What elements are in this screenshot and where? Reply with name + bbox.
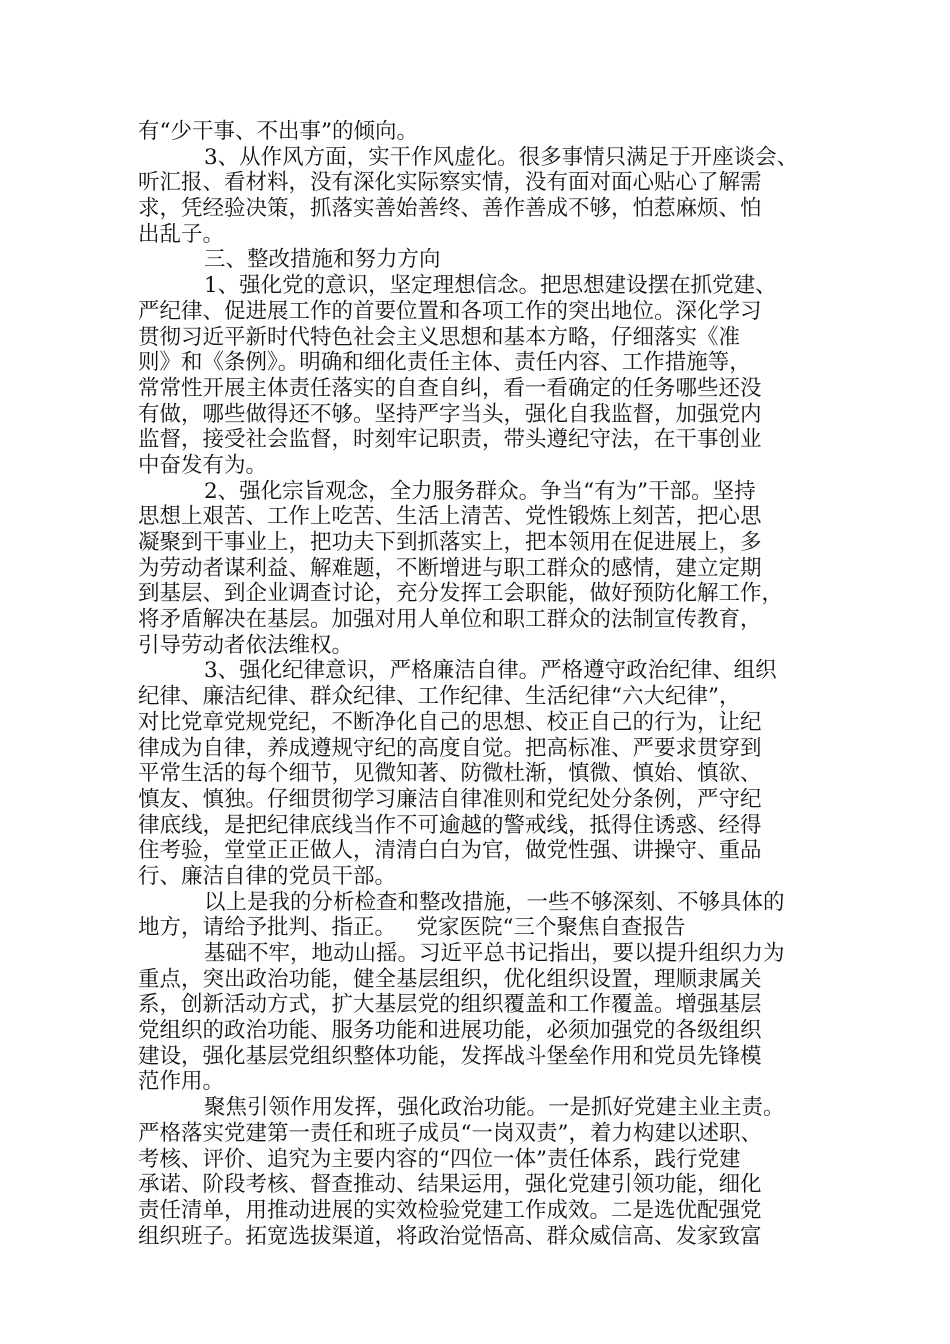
text-line: 律成为自律，养成遵规守纪的高度自觉。把高标准、严要求贯穿到 (138, 735, 762, 761)
text-line: 责任清单，用推动进展的实效检验党建工作成效。二是选优配强党 (138, 1197, 762, 1223)
text-line: 慎友、慎独。仔细贯彻学习廉洁自律准则和党纪处分条例，严守纪 (138, 786, 762, 812)
text-line: 为劳动者谋利益、解难题，不断增进与职工群众的感情，建立定期 (138, 555, 762, 581)
text-line: 贯彻习近平新时代特色社会主义思想和基本方略，仔细落实《准 (138, 324, 741, 350)
text-line: 组织班子。拓宽选拔渠道，将政治觉悟高、群众威信高、发家致富 (138, 1223, 762, 1249)
text-line: 地方，请给予批判、指正。 党家医院“三个聚焦自查报告 (138, 915, 686, 941)
text-line: 中奋发有为。 (138, 452, 268, 478)
text-line: 平常生活的每个细节，见微知著、防微杜渐，慎微、慎始、慎欲、 (138, 761, 762, 787)
text-line: 引导劳动者依法维权。 (138, 632, 354, 658)
text-line: 将矛盾解决在基层。加强对用人单位和职工群众的法制宣传教育， (138, 607, 762, 633)
text-line: 范作用。 (138, 1069, 225, 1095)
text-line: 以上是我的分析检查和整改措施，一些不够深刻、不够具体的 (204, 889, 785, 915)
text-line: 3、从作风方面，实干作风虚化。很多事情只满足于开座谈会、 (204, 144, 799, 170)
text-line: 常常性开展主体责任落实的自查自纠，看一看确定的任务哪些还没 (138, 375, 762, 401)
text-line: 纪律、廉洁纪律、群众纪律、工作纪律、生活纪律“六大纪律”， (138, 684, 741, 710)
text-line: 对比党章党规党纪，不断净化自己的思想、校正自己的行为，让纪 (138, 709, 762, 735)
text-line: 基础不牢，地动山摇。习近平总书记指出，要以提升组织力为 (204, 941, 785, 966)
text-line: 严纪律、促进展工作的首要位置和各项工作的突出地位。深化学习 (138, 298, 762, 324)
text-line: 党组织的政治功能、服务功能和进展功能，必须加强党的各级组织 (138, 1018, 762, 1044)
text-line: 1、强化党的意识，坚定理想信念。把思想建设摆在抓党建、 (204, 273, 777, 299)
text-line: 有“少干事、不出事”的倾向。 (138, 119, 418, 144)
text-line: 2、强化宗旨观念，全力服务群众。争当“有为”干部。坚持 (204, 478, 756, 504)
text-line: 重点，突出政治功能，健全基层组织，优化组织设置，理顺隶属关 (138, 966, 762, 992)
text-line: 严格落实党建第一责任和班子成员“一岗双责”，着力构建以述职、 (138, 1120, 762, 1146)
text-line: 求，凭经验决策，抓落实善始善终、善作善成不够，怕惹麻烦、怕 (138, 196, 762, 222)
text-line: 凝聚到干事业上，把功夫下到抓落实上，把本领用在促进展上，多 (138, 530, 762, 555)
text-line: 到基层、到企业调查讨论，充分发挥工会职能，做好预防化解工作， (138, 581, 784, 607)
text-line: 监督，接受社会监督，时刻牢记职责，带头遵纪守法，在干事创业 (138, 427, 762, 453)
text-line: 系，创新活动方式，扩大基层党的组织覆盖和工作覆盖。增强基层 (138, 992, 762, 1018)
document-body (138, 119, 814, 1249)
text-line: 聚焦引领作用发挥，强化政治功能。一是抓好党建主业主责。 (204, 1095, 785, 1121)
text-line: 出乱子。 (138, 221, 225, 247)
text-line: 考核、评价、追究为主要内容的“四位一体”责任体系，践行党建 (138, 1146, 741, 1172)
text-line: 思想上艰苦、工作上吃苦、生活上清苦、党性锻炼上刻苦，把心思 (138, 504, 762, 530)
text-line: 有做，哪些做得还不够。坚持严字当头，强化自我监督，加强党内 (138, 401, 762, 427)
text-line: 住考验，堂堂正正做人，清清白白为官，做党性强、讲操守、重品 (138, 838, 762, 864)
text-line: 律底线，是把纪律底线当作不可逾越的警戒线，抵得住诱惑、经得 (138, 812, 762, 838)
text-line: 则》和《条例》。明确和细化责任主体、责任内容、工作措施等， (138, 350, 751, 376)
text-line: 三、整改措施和努力方向 (204, 247, 441, 273)
text-line: 3、强化纪律意识，严格廉洁自律。严格遵守政治纪律、组织 (204, 658, 777, 684)
text-line: 建设，强化基层党组织整体功能，发挥战斗堡垒作用和党员先锋模 (138, 1043, 762, 1069)
text-line: 行、廉洁自律的党员干部。 (138, 863, 397, 889)
text-line: 承诺、阶段考核、督查推动、结果运用，强化党建引领功能，细化 (138, 1172, 762, 1198)
text-line: 听汇报、看材料，没有深化实际察实情，没有面对面心贴心了解需 (138, 170, 762, 196)
